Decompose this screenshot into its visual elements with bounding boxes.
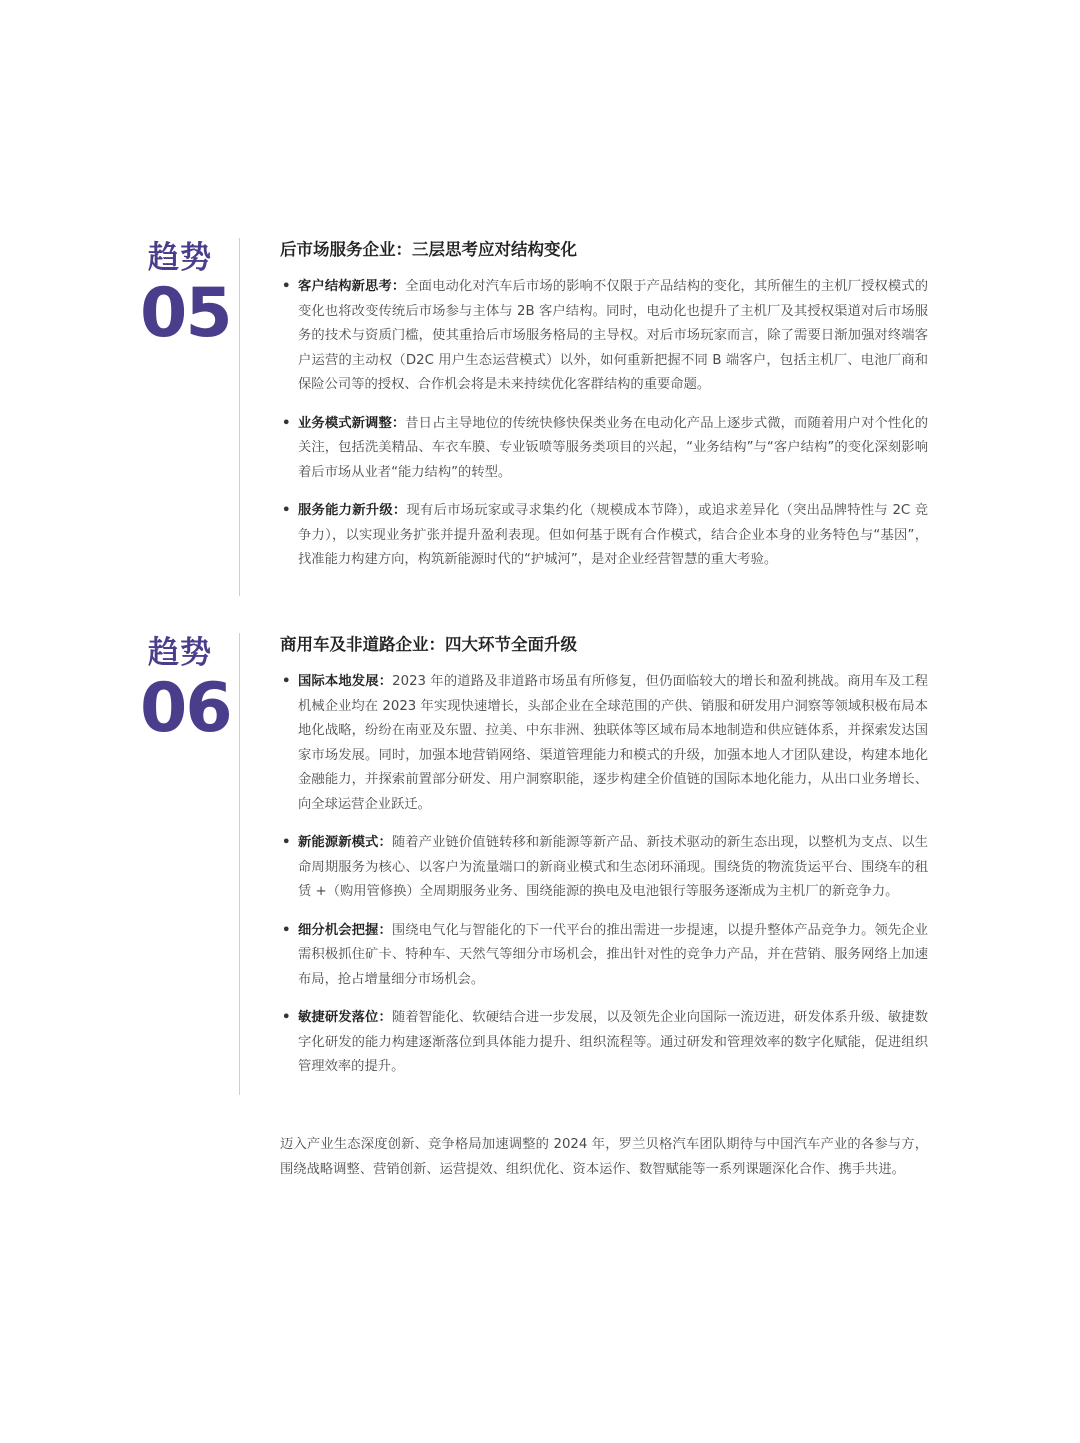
bullet-item: • 敏捷研发落位：随着智能化、软硬结合进一步发展，以及领先企业向国际一流迈进，研发体系升级、敏捷数字化研发的能力构建逐渐落位到具体能力提升、组织流程等。通过研发和管理效率的数字化赋能，促进组织管理效率的提升。 (282, 1010, 929, 1074)
trend-05-label: 趋势 (148, 240, 212, 276)
bullet-lead: 客户结构新思考： (298, 279, 406, 294)
trend-06-divider (239, 633, 240, 1095)
closing-paragraph: 迈入产业生态深度创新、竞争格局加速调整的 2024 年，罗兰贝格汽车团队期待与中国汽车产业的各参与方，围绕战略调整、营销创新、运营提效、组织优化、资本运作、数智赋能等一系列课题深化合作、携手共进。 (280, 1137, 928, 1177)
bullet-lead: 业务模式新调整： (298, 415, 406, 431)
bullet-lead: 服务能力新升级： (298, 503, 407, 518)
trend-06-label: 趋势 (148, 635, 212, 671)
trend-05-title: 后市场服务企业：三层思考应对结构变化 (280, 240, 577, 259)
bullet-item: • 细分机会把握：围绕电气化与智能化的下一代平台的推出需进一步提速，以提升整体产品竞争力。领先企业需积极抓住矿卡、特种车、天然气等细分市场机会，推出针对性的竞争力产品，并在营销、服务网络上加速布局，抢占增量细分市场机会。 (282, 922, 929, 987)
bullet-text: 围绕电气化与智能化的下一代平台的推出需进一步提速，以提升整体产品竞争力。领先企业需积极抓住矿卡、特种车、天然气等细分市场机会，推出针对性的竞争力产品，并在营销、服务网络上加速布局，抢占增量细分市场机会。 (298, 922, 929, 987)
trend-06-title: 商用车及非道路企业：四大环节全面升级 (280, 635, 577, 654)
trend-06-section (0, 633, 1080, 1095)
bullet-text: 2023 年的道路及非道路市场虽有所修复，但仍面临较大的增长和盈利挑战。商用车及工程机械企业均在 2023 年实现快速增长，头部企业在全球范围的产供、销服和研发用户洞察等领域积极布局本地化战略，纷纷在南亚及东盟、拉美、中东非洲、独联体等区域布局本地制造和供应链体系，并探索发达国家市场发展。同时，加强本地营销网络、渠道管理能力和模式的升级，加强本地人才团队建设，构建本地化金融能力，并探索前置部分研发、用户洞察职能，逐步构建全价值链的国际本地化能力，从出口业务增长、向全球运营企业跃迁。 (298, 674, 928, 812)
trend-06-content (280, 633, 928, 1094)
bullet-item: • 客户结构新思考：全面电动化对汽车后市场的影响不仅限于产品结构的变化，其所催生的主机厂授权模式的变化也将改变传统后市场参与主体与 2B 客户结构。同时，电动化也提升了主机厂及其授权渠道对后市场服务的技术与资质门槛，使其重拾后市场服务格局的主导权。对后市场玩家而言，除了需要日渐加强对终端客户运营的主动权（D2C 用户生态运营模式）以外，如何重新把握不同 B 端客户，包括主机厂、电池厂商和保险公司等的授权、合作机会将是未来持续优化客群结构的重要命题。 (282, 279, 929, 392)
bullet-item: • 新能源新模式：随着产业链价值链转移和新能源等新产品、新技术驱动的新生态出现，以整机为支点、以生命周期服务为核心、以客户为流量端口的新商业模式和生态闭环涌现。围绕货的物流货运平台、围绕车的租赁 +（购用管修换）全周期服务业务、围绕能源的换电及电池银行等服务逐渐成为主机厂的新竞争力。 (282, 835, 929, 899)
trend-06-number: 06 (140, 669, 231, 748)
bullet-lead: 细分机会把握： (298, 922, 392, 938)
bullet-text: 现有后市场玩家或寻求集约化（规模成本节降），或追求差异化（突出品牌特性与 2C 竞争力），以实现业务扩张并提升盈利表现。但如何基于既有合作模式，结合企业本身的业务特色与“基因”，找准能力构建方向，构筑新能源时代的“护城河”，是对企业经营智慧的重大考验。 (298, 503, 929, 567)
trend-05-content (280, 238, 928, 587)
bullet-item: • 国际本地发展：2023 年的道路及非道路市场虽有所修复，但仍面临较大的增长和盈利挑战。商用车及工程机械企业均在 2023 年实现快速增长，头部企业在全球范围的产供、销服和研发用户洞察等领域积极布局本地化战略，纷纷在南亚及东盟、拉美、中东非洲、独联体等区域布局本地制造和供应链体系，并探索发达国家市场发展。同时，加强本地营销网络、渠道管理能力和模式的升级，加强本地人才团队建设，构建本地化金融能力，并探索前置部分研发、用户洞察职能，逐步构建全价值链的国际本地化能力，从出口业务增长、向全球运营企业跃迁。 (282, 674, 928, 812)
trend-05-bullets (280, 275, 928, 573)
trend-05-section (0, 238, 1080, 596)
bullet-text: 昔日占主导地位的传统快修快保类业务在电动化产品上逐步式微，而随着用户对个性化的关注，包括洗美精品、车衣车膜、专业钣喷等服务类项目的兴起，“业务结构”与“客户结构”的变化深刻影响着后市场从业者“能力结构”的转型。 (298, 415, 929, 480)
trend-06-bullets (280, 670, 928, 1080)
bullet-lead: 新能源新模式： (298, 835, 392, 850)
bullet-text: 随着产业链价值链转移和新能源等新产品、新技术驱动的新生态出现，以整机为支点、以生命周期服务为核心、以客户为流量端口的新商业模式和生态闭环涌现。围绕货的物流货运平台、围绕车的租赁 +（购用管修换）全周期服务业务、围绕能源的换电及电池银行等服务逐渐成为主机厂的新竞争力。 (298, 835, 929, 899)
bullet-text: 全面电动化对汽车后市场的影响不仅限于产品结构的变化，其所催生的主机厂授权模式的变化也将改变传统后市场参与主体与 2B 客户结构。同时，电动化也提升了主机厂及其授权渠道对后市场服务的技术与资质门槛，使其重拾后市场服务格局的主导权。对后市场玩家而言，除了需要日渐加强对终端客户运营的主动权（D2C 用户生态运营模式）以外，如何重新把握不同 B 端客户，包括主机厂、电池厂商和保险公司等的授权、合作机会将是未来持续优化客群结构的重要命题。 (298, 279, 929, 392)
bullet-item: • 业务模式新调整：昔日占主导地位的传统快修快保类业务在电动化产品上逐步式微，而随着用户对个性化的关注，包括洗美精品、车衣车膜、专业钣喷等服务类项目的兴起，“业务结构”与“客户结构”的变化深刻影响着后市场从业者“能力结构”的转型。 (282, 415, 929, 480)
bullet-item: • 服务能力新升级：现有后市场玩家或寻求集约化（规模成本节降），或追求差异化（突出品牌特性与 2C 竞争力），以实现业务扩张并提升盈利表现。但如何基于既有合作模式，结合企业本身的业务特色与“基因”，找准能力构建方向，构筑新能源时代的“护城河”，是对企业经营智慧的重大考验。 (282, 503, 929, 567)
bullet-lead: 国际本地发展： (298, 674, 393, 689)
bullet-lead: 敏捷研发落位： (298, 1010, 392, 1025)
trend-05-divider (239, 238, 240, 596)
trend-05-number: 05 (140, 274, 231, 353)
bullet-text: 随着智能化、软硬结合进一步发展，以及领先企业向国际一流迈进，研发体系升级、敏捷数字化研发的能力构建逐渐落位到具体能力提升、组织流程等。通过研发和管理效率的数字化赋能，促进组织管理效率的提升。 (298, 1010, 929, 1074)
